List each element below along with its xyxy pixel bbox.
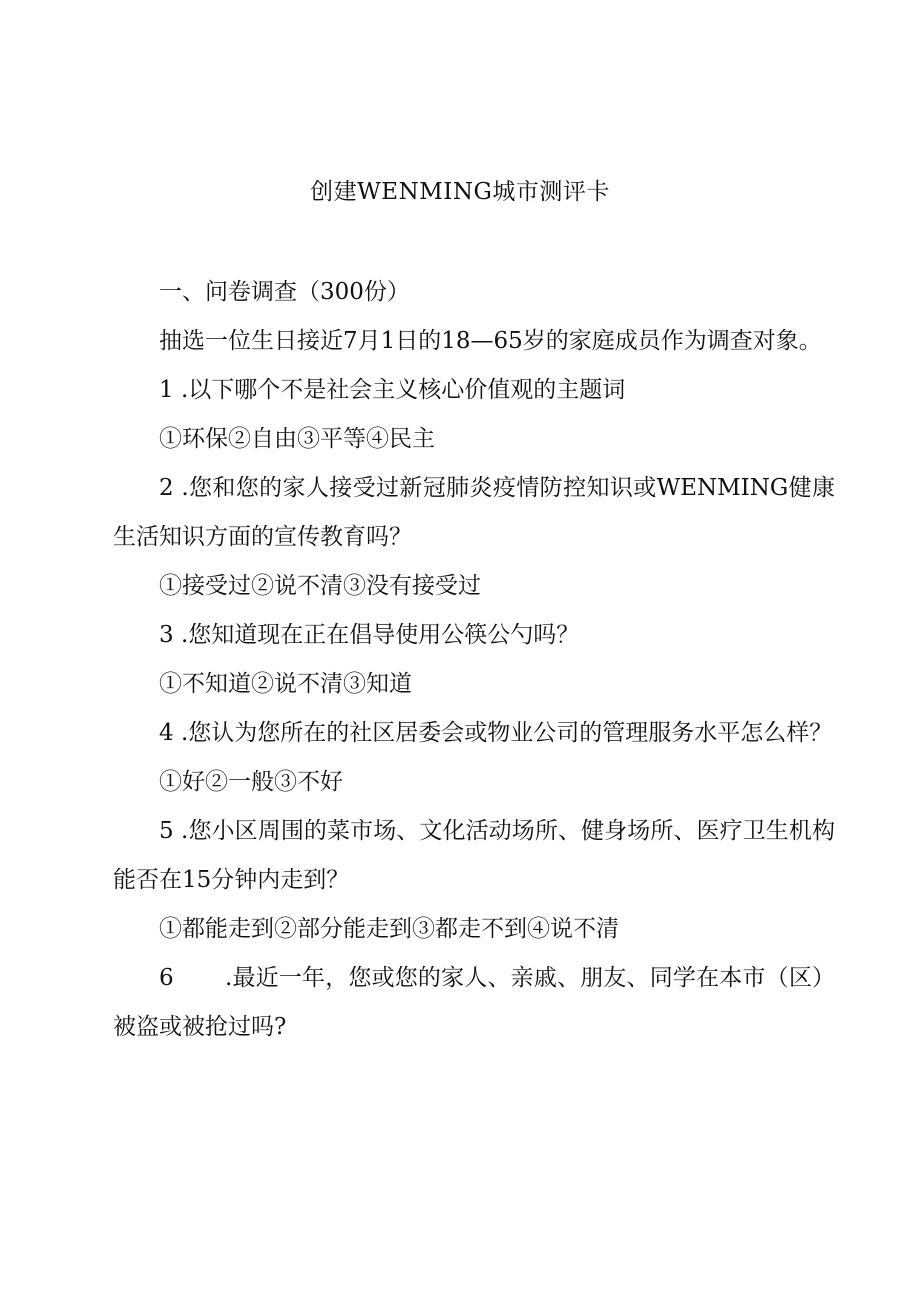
question-text: .最近一年，您或您的家人、亲戚、朋友、同学在本市（区）被盗或被抢过吗?: [113, 965, 835, 1040]
question-number: 6: [159, 965, 174, 991]
question-number: 1: [159, 377, 174, 403]
question-number: 3: [159, 622, 174, 648]
question-text: .您小区周围的菜市场、文化活动场所、健身场所、医疗卫生机构能否在15分钟内走到？: [113, 818, 835, 893]
document-title: 创建WENMING城市测评卡: [310, 179, 610, 205]
question-number: 5: [159, 818, 174, 844]
question-2: [113, 464, 835, 562]
question-text: .您认为您所在的社区居委会或物业公司的管理服务水平怎么样？: [180, 720, 833, 746]
section-heading: 一、问卷调查（300份）: [159, 279, 410, 305]
question-1-options: ①环保②自由③平等④民主: [159, 426, 435, 452]
question-text: .您知道现在正在倡导使用公筷公勺吗？: [180, 622, 580, 648]
question-5-options: ①都能走到②部分能走到③都走不到④说不清: [159, 916, 619, 942]
question-text: .以下哪个不是社会主义核心价值观的主题词: [180, 377, 626, 403]
question-4: [113, 709, 835, 758]
question-6: [113, 954, 835, 1052]
document-body: [113, 268, 835, 1052]
question-3-options: ①不知道②说不清③知道: [159, 671, 412, 697]
question-number: 4: [159, 720, 174, 746]
question-2-options: ①接受过②说不清③没有接受过: [159, 573, 481, 599]
question-5: [113, 807, 835, 905]
question-3: [113, 611, 835, 660]
question-number: 2: [159, 475, 174, 501]
question-text: .您和您的家人接受过新冠肺炎疫情防控知识或WENMING健康生活知识方面的宣传教育吗？: [113, 475, 836, 550]
question-1: [113, 366, 835, 415]
question-4-options: ①好②一般③不好: [159, 769, 343, 795]
intro-paragraph: 抽选一位生日接近7月1日的18—65岁的家庭成员作为调查对象。: [159, 328, 822, 354]
